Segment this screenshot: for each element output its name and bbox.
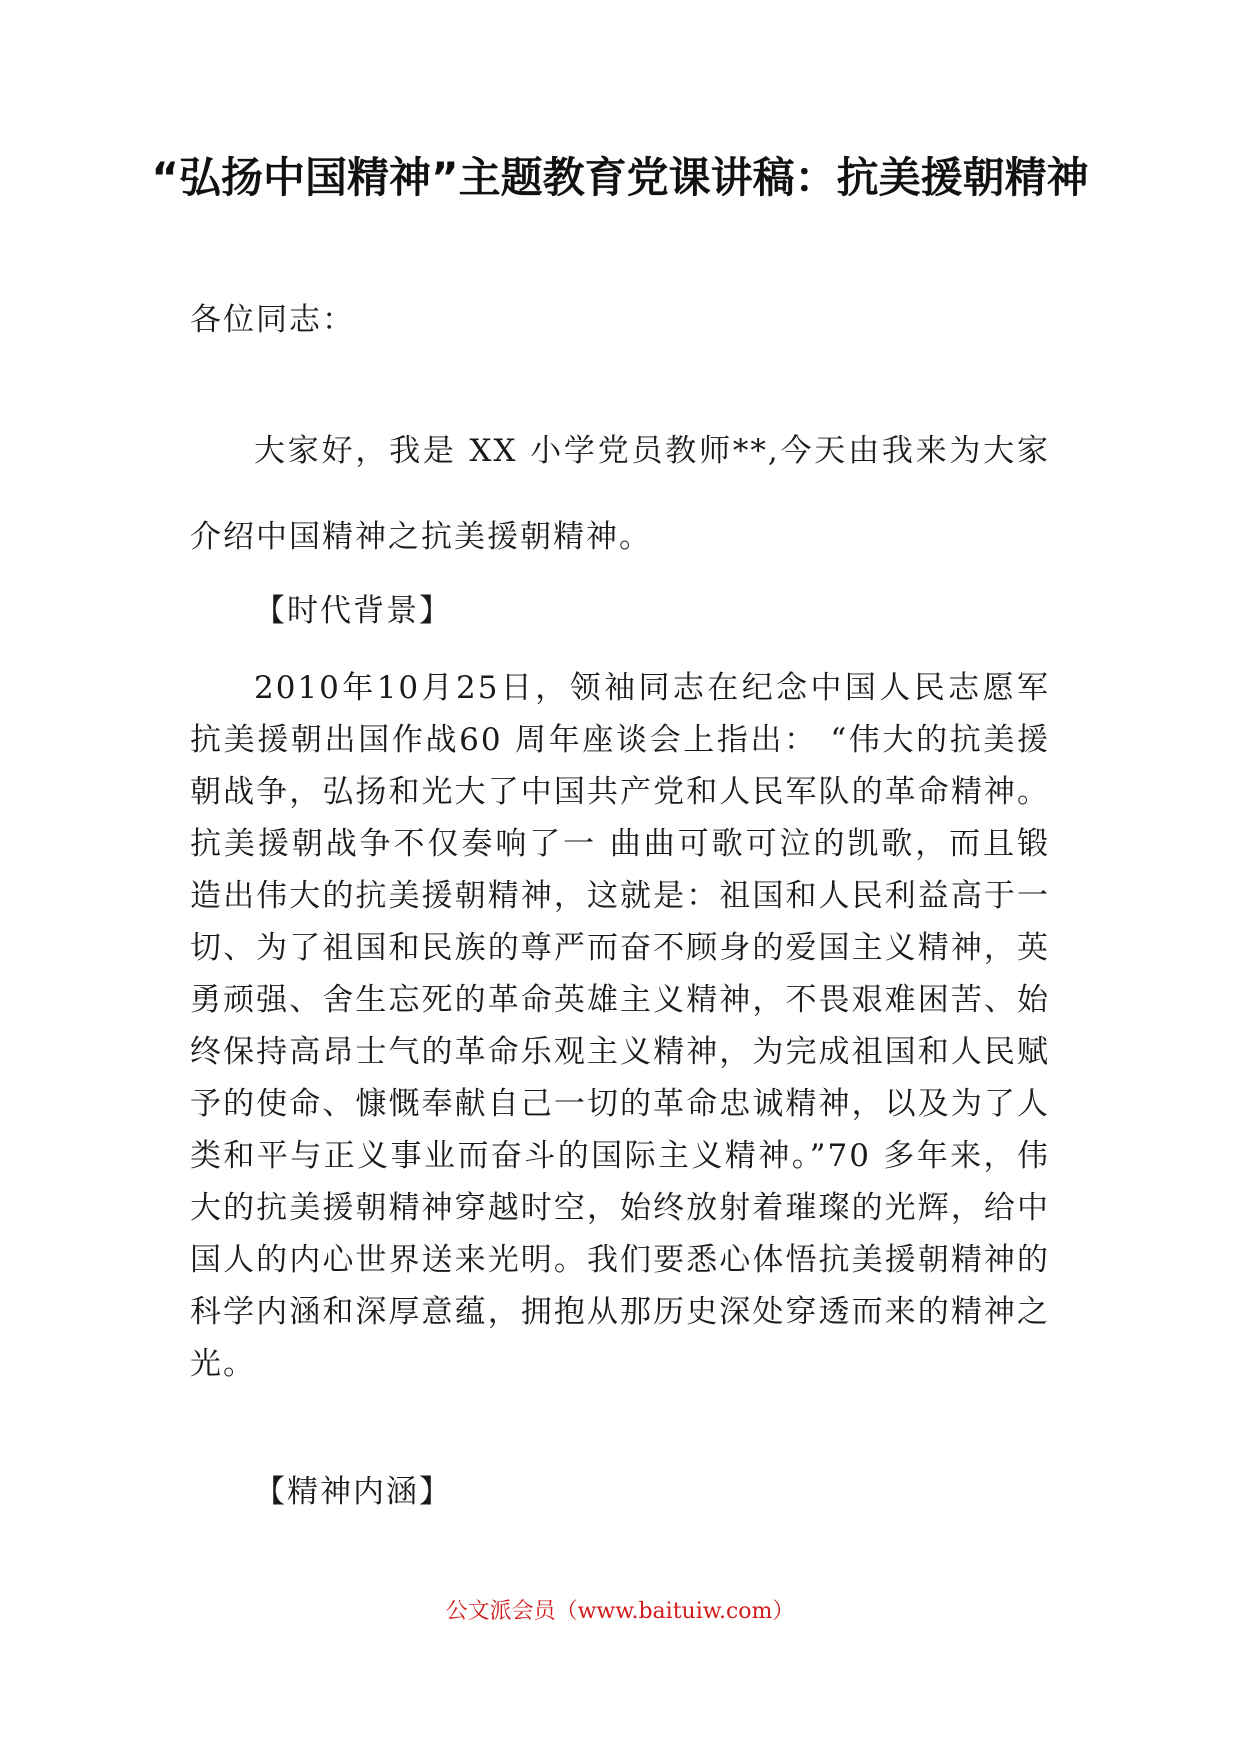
- section-heading-background: 【时代背景】: [254, 593, 452, 629]
- intro-paragraph: 大家好，我是 XX 小学党员教师**,今天由我来为大家介绍中国精神之抗美援朝精神。: [190, 433, 1050, 555]
- document-title: “弘扬中国精神”主题教育党课讲稿：抗美援朝精神: [151, 153, 1089, 202]
- greeting: 各位同志：: [190, 302, 355, 338]
- footer-watermark-link[interactable]: 公文派会员（www.baituiw.com）: [445, 1599, 795, 1624]
- section-heading-connotation: 【精神内涵】: [254, 1474, 452, 1510]
- section-body-background: 2010年10月25日，领袖同志在纪念中国人民志愿军抗美援朝出国作战60 周年座谈会上指出： “伟大的抗美援朝战争，弘扬和光大了中国共产党和人民军队的革命精神。抗美援朝战争不仅奏响了一 曲曲可歌可泣的凯歌，而且锻造出伟大的抗美援朝精神，这就是：祖国和人民利益高于一切、为了祖国和民族的尊严而奋不顾身的爱国主义精神，英勇顽强、舍生忘死的革命英雄主义精神，不畏艰难困苦、始终保持高昂士气的革命乐观主义精神，为完成祖国和人民赋予的使命、慷慨奉献自己一切的革命忠诚精神，以及为了人类和平与正义事业而奋斗的国际主义精神。”70 多年来，伟大的抗美援朝精神穿越时空，始终放射着璀璨的光辉，给中国人的内心世界送来光明。我们要悉心体悟抗美援朝精神的科学内涵和深厚意蕴，拥抱从那历史深处穿透而来的精神之光。: [190, 670, 1050, 1382]
